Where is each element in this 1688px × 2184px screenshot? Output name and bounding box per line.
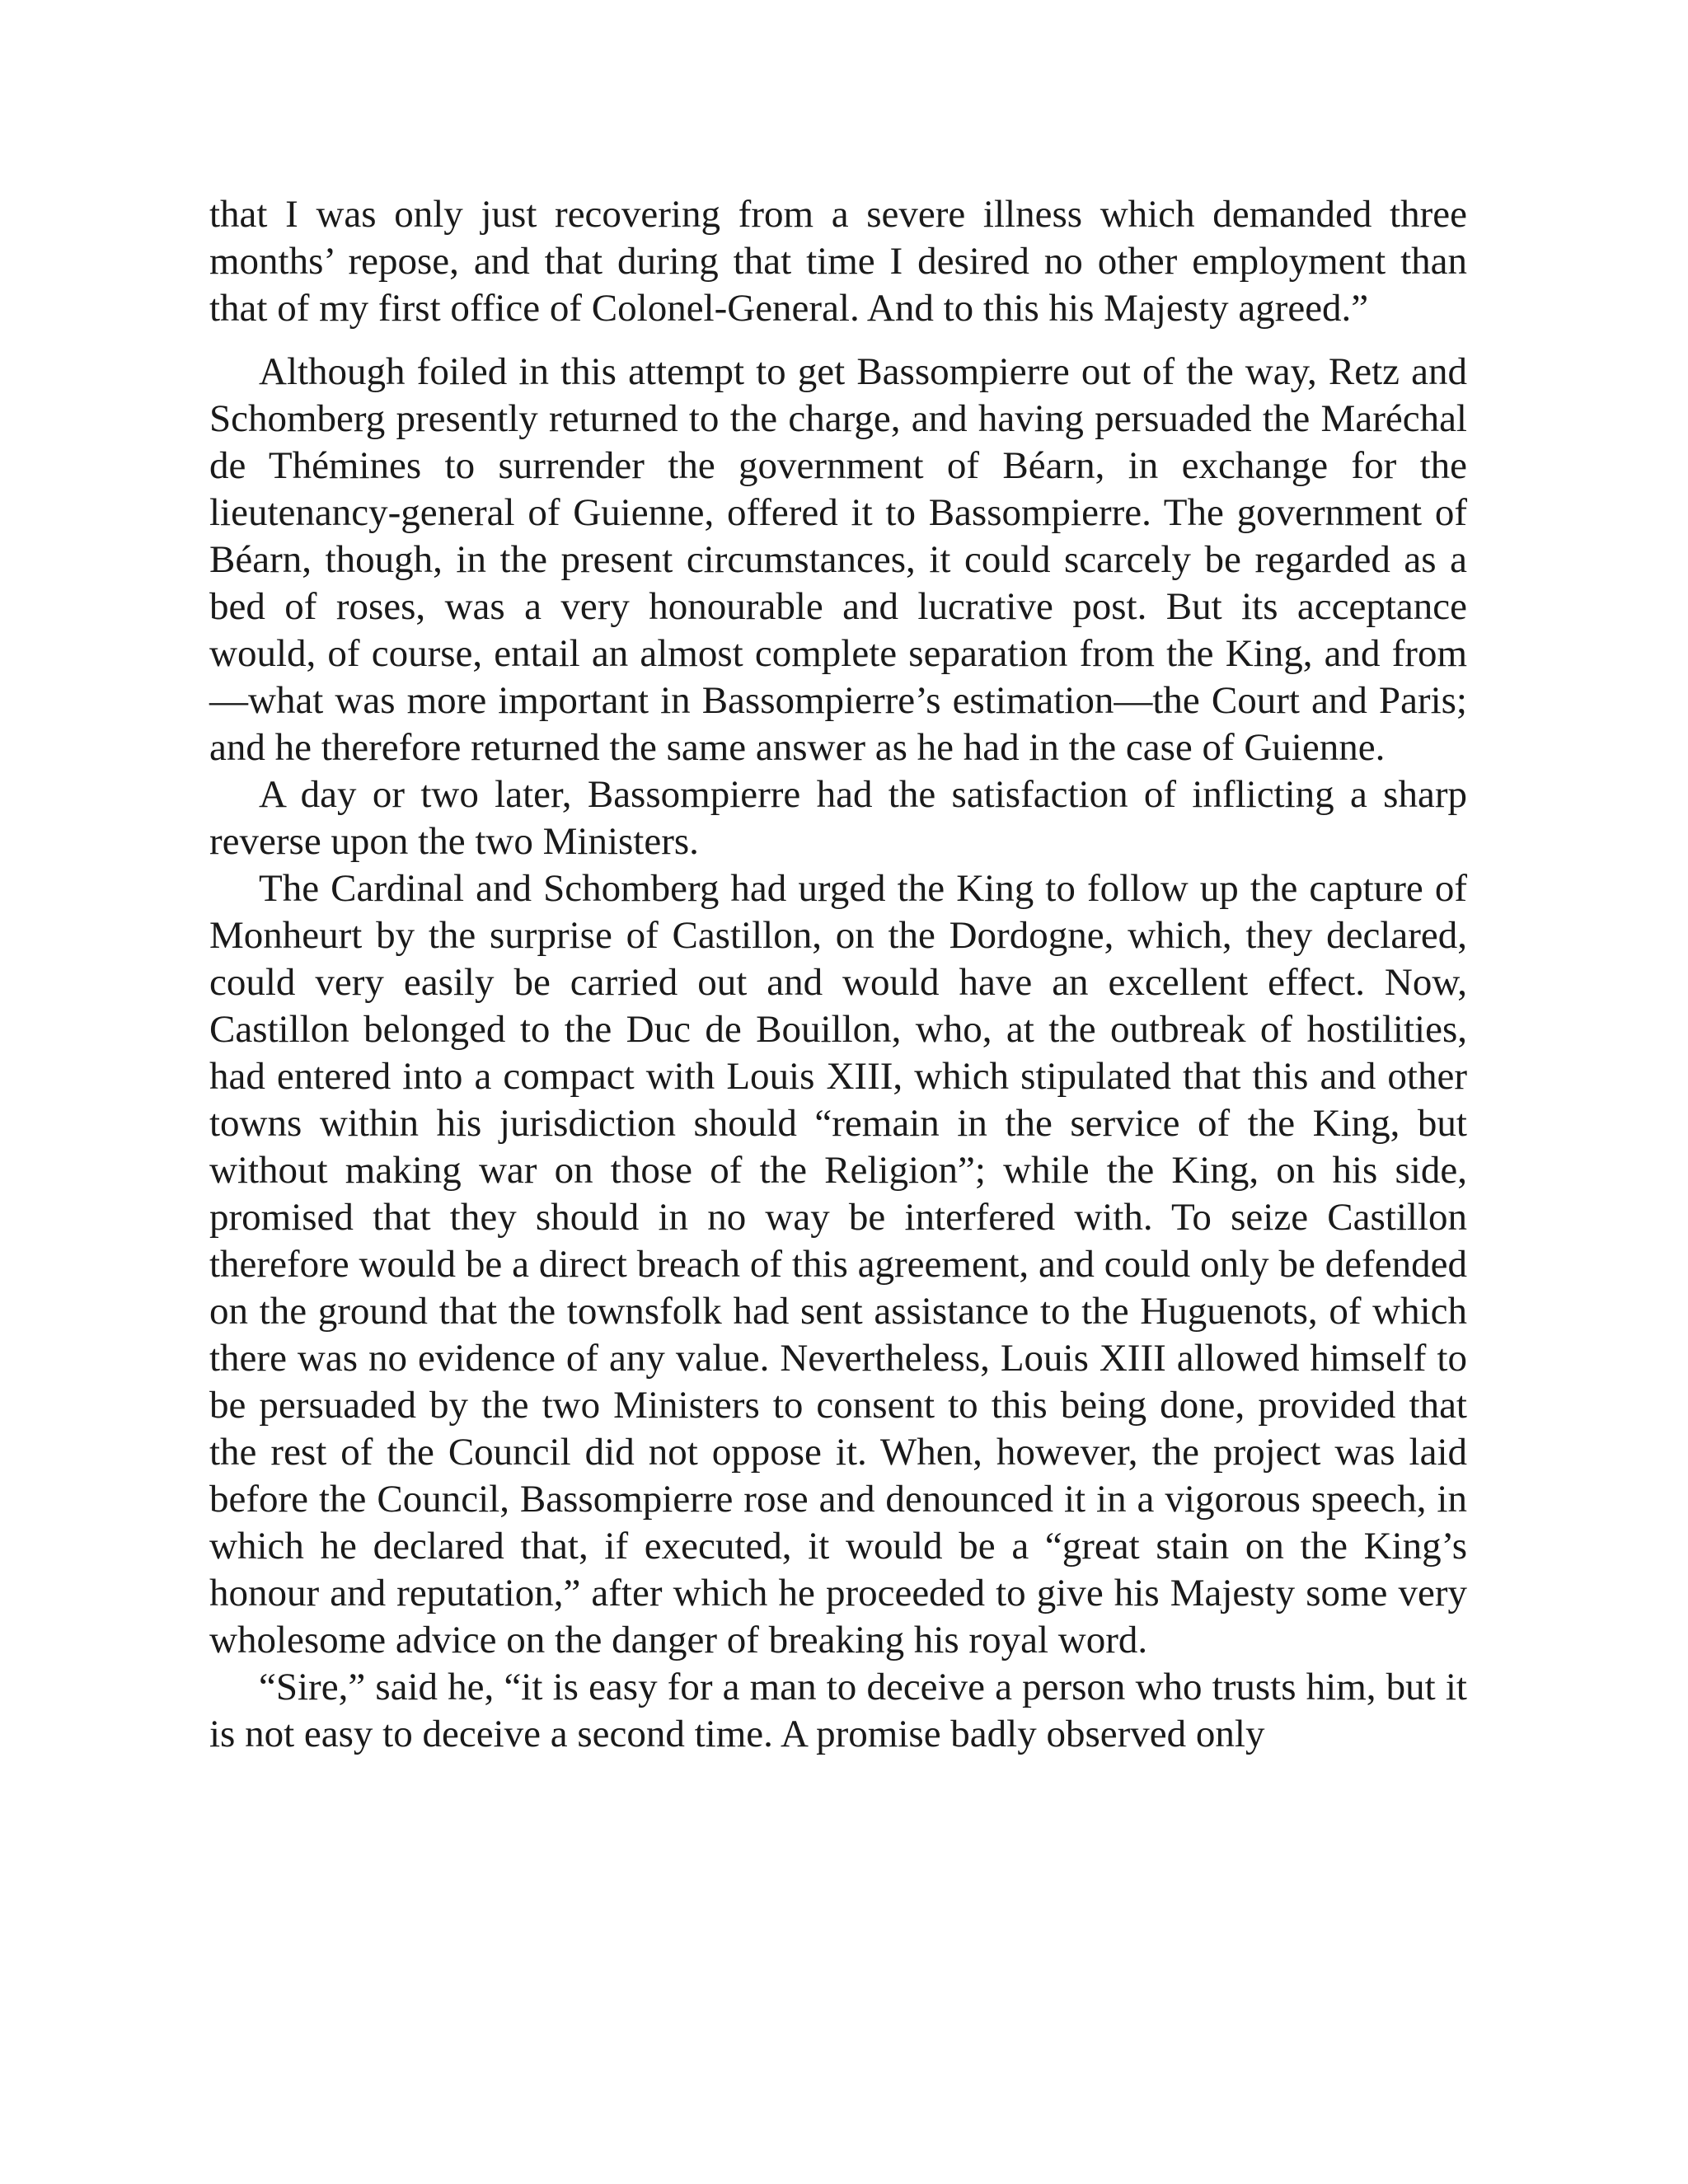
paragraph-bassompierre-bearn: Although foiled in this attempt to get Bassompierre out of the way, Retz and Schomberg presently returned to the charge, and having persuaded the Maréchal de Thémines to surrender the government of Béarn, in exchange for the lieutenancy-general of Guienne, offered it to Bassompierre. The government of Béarn, though, in the present circumstances, it could scarcely be regarded as a bed of roses, was a very honourable and lucrative post. But its acceptance would, of course, entail an almost complete separation from the King, and from—what was more important in Bassompierre’s estimation—the Court and Paris; and he therefore returned the same answer as he had in the case of Guienne.: [209, 350, 1467, 769]
paragraph-sire-speech: “Sire,” said he, “it is easy for a man to deceive a person who trusts him, but it is not easy to deceive a second time. A promise badly observed only: [209, 1666, 1467, 1755]
paragraph-sharp-reverse: A day or two later, Bassompierre had the satisfaction of inflicting a sharp reverse upon the two Ministers.: [209, 773, 1467, 863]
paragraph-continuation: that I was only just recovering from a severe illness which demanded three months’ repose, and that during that time I desired no other employment than that of my first office of Colonel-General. And to this his Majesty agreed.”: [209, 193, 1467, 330]
page-body: [209, 191, 1467, 1758]
paragraph-castillon: The Cardinal and Schomberg had urged the King to follow up the capture of Monheurt by the surprise of Castillon, on the Dordogne, which, they declared, could very easily be carried out and would have an excellent effect. Now, Castillon belonged to the Duc de Bouillon, who, at the outbreak of hostilities, had entered into a compact with Louis XIII, which stipulated that this and other towns within his jurisdiction should “remain in the service of the King, but without making war on those of the Religion”; while the King, on his side, promised that they should in no way be interfered with. To seize Castillon therefore would be a direct breach of this agreement, and could only be defended on the ground that the townsfolk had sent assistance to the Huguenots, of which there was no evidence of any value. Nevertheless, Louis XIII allowed himself to be persuaded by the two Ministers to consent to this being done, provided that the rest of the Council did not oppose it. When, however, the project was laid before the Council, Bassompierre rose and denounced it in a vigorous speech, in which he declared that, if executed, it would be a “great stain on the King’s honour and reputation,” after which he proceeded to give his Majesty some very wholesome advice on the danger of breaking his royal word.: [209, 867, 1467, 1661]
